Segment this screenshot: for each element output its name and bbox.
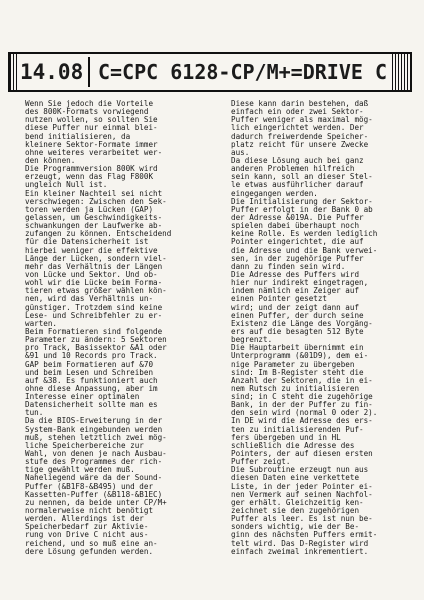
text-line: anderen Problemen hilfreich	[231, 164, 355, 174]
text-line: Pointer eingerichtet, die auf	[231, 237, 364, 247]
text-line: günstiger. Trotzdem sind keine	[25, 302, 163, 312]
text-line: tun.	[25, 408, 44, 418]
text-line: Die Programmversion 800K wird	[25, 164, 158, 174]
text-line: tige gewählt werden muß.	[25, 465, 135, 475]
text-line: Puffer erfolgt in der Bank 0 ab	[231, 204, 373, 214]
text-line: verschwiegen: Zwischen den Sek-	[25, 196, 167, 206]
text-line: ohne weiteres verarbeitet wer-	[25, 147, 163, 157]
text-line: erzeugt, wenn das Flag F800K	[25, 172, 154, 182]
text-line: begrenzt.	[231, 335, 273, 345]
text-line: Unterprogramm (&01D9), dem ei-	[231, 351, 369, 361]
text-line: zu nennen, da beide unter CP/M+	[25, 497, 167, 507]
text-line: ungleich Null ist.	[25, 180, 108, 190]
text-line: dere Lösung gefunden werden.	[25, 546, 154, 556]
text-line: hier nur indirekt eingetragen,	[231, 278, 369, 288]
text-line: Liste, in der jeder Pointer ei-	[231, 481, 373, 491]
text-line: von Lücke und Sektor. Und ob-	[25, 269, 158, 279]
text-column-right	[231, 100, 417, 556]
text-line: einfach zweimal inkrementiert.	[231, 546, 369, 556]
text-line: der Adresse &019A. Die Puffer	[231, 212, 364, 222]
text-line: zufangen zu können. Entscheidend	[25, 229, 172, 239]
text-line: Die Adresse des Puffers wird	[231, 269, 360, 279]
text-line: GAP beim Formatieren auf &70	[25, 359, 154, 369]
text-line: einfach ein oder zwei Sektor-	[231, 107, 364, 117]
text-line: wohl wir die Lücke beim Forma-	[25, 278, 163, 288]
text-line: eingegangen werden.	[231, 188, 318, 198]
text-line: ohne diese Anpassung, aber im	[25, 383, 158, 393]
text-line: Puffer zeigt.	[231, 457, 291, 467]
text-line: einen Pointer gesetzt	[231, 294, 328, 304]
text-line: spielen dabei überhaupt noch	[231, 221, 360, 231]
text-line: den können.	[25, 155, 76, 165]
text-line: sind: Im B-Register steht die	[231, 367, 364, 377]
text-line: Datensicherheit sollte man es	[25, 400, 158, 410]
text-line: Wahl, von denen je nach Ausbau-	[25, 449, 167, 459]
text-line: Länge der Lücken, sondern viel-	[25, 253, 167, 263]
chapter-header	[8, 52, 412, 92]
text-line: ten zu initialisierenden Puf-	[231, 424, 364, 434]
text-line: Beim Formatieren sind folgende	[25, 326, 163, 336]
text-line: wird; und der zeigt dann auf	[231, 302, 360, 312]
text-line: Puffer weniger als maximal mög-	[231, 115, 373, 125]
header-divider	[88, 57, 90, 87]
header-stripes-left	[10, 54, 18, 90]
text-line: Naheliegend wäre da der Sound-	[25, 473, 163, 483]
text-line: Pointers, der auf diesen ersten	[231, 449, 373, 459]
text-line: Bank, in der der Puffer zu fin-	[231, 400, 373, 410]
text-line: dann zu finden sein wird.	[231, 261, 346, 271]
text-line: schwankungen der Laufwerke ab-	[25, 221, 163, 231]
text-line: ers auf die besagten 512 Byte	[231, 326, 364, 336]
text-line: Diese kann darin bestehen, daß	[231, 100, 369, 108]
text-line: des 800K-Formats vorwiegend	[25, 107, 149, 117]
text-line: stufe des Programmes der rich-	[25, 457, 163, 467]
text-column-left	[25, 100, 211, 556]
text-line: tieren etwas größer wählen kön-	[25, 286, 167, 296]
text-line: hierbei weniger die effektive	[25, 245, 158, 255]
text-line: Da die BIOS-Erweiterung in der	[25, 416, 163, 426]
text-line: warten.	[25, 318, 58, 328]
text-line: ger erhält. Gleichzeitig ken-	[231, 497, 364, 507]
text-line: fers übergeben und in HL	[231, 432, 341, 442]
text-line: System-Bank eingebunden werden	[25, 424, 163, 434]
text-line: nutzen wollen, so sollten Sie	[25, 115, 158, 125]
text-line: Die Subroutine erzeugt nun aus	[231, 465, 369, 475]
text-line: normalerweise nicht benötigt	[25, 506, 154, 516]
text-line: sen, in der zugehörige Puffer	[231, 253, 364, 263]
text-line: nem Rutsch zu initialisieren	[231, 383, 360, 393]
text-line: Parameter zu ändern: 5 Sektoren	[25, 335, 167, 345]
text-line: ginn des nächsten Puffers ermit-	[231, 530, 378, 540]
text-line: sind; in C steht die zugehörige	[231, 392, 373, 402]
text-line: kleinere Sektor-Formate immer	[25, 139, 158, 149]
text-line: Ein kleiner Nachteil sei nicht	[25, 188, 163, 198]
text-line: telt wird. Das D-Register wird	[231, 538, 369, 548]
text-line: indem nämlich ein Zeiger auf	[231, 286, 360, 296]
text-line: platz reicht für unsere Zwecke	[231, 139, 369, 149]
text-line: und beim Lesen und Schreiben	[25, 367, 154, 377]
text-line: Die Hauptarbeit übernimmt ein	[231, 343, 364, 353]
text-line: le etwas ausführlicher darauf	[231, 180, 364, 190]
text-line: Kassetten-Puffer (&B118-&B1EC)	[25, 489, 163, 499]
text-line: keine Rolle. Es werden lediglich	[231, 229, 378, 239]
text-line: Lese- und Schreibfehler zu er-	[25, 310, 163, 320]
text-line: auf &38. Es funktioniert auch	[25, 375, 158, 385]
text-line: In DE wird die Adresse des ers-	[231, 416, 373, 426]
text-line: Wenn Sie jedoch die Vorteile	[25, 100, 154, 108]
chapter-title: C=CPC 6128-CP/M+=DRIVE C	[98, 60, 387, 84]
text-line: gelassen, um Geschwindigkeits-	[25, 212, 163, 222]
text-line: Da diese Lösung auch bei ganz	[231, 155, 364, 165]
text-line: nige Parameter zu übergeben	[231, 359, 355, 369]
text-line: für die Datensicherheit ist	[25, 237, 149, 247]
text-line: aus.	[231, 147, 250, 157]
text-line: dadurch freiwerdende Speicher-	[231, 131, 369, 141]
text-line: Puffer als leer. Es ist nun be-	[231, 514, 373, 524]
text-line: einen Puffer, der durch seine	[231, 310, 364, 320]
text-line: diese Puffer nur einmal blei-	[25, 123, 158, 133]
text-line: muß, stehen letztlich zwei mög-	[25, 432, 167, 442]
text-line: Interesse einer optimalen	[25, 392, 140, 402]
text-line: &91 und 10 Records pro Track.	[25, 351, 158, 361]
section-number: 14.08	[20, 60, 84, 84]
text-line: Speicherbedarf zur Aktivie-	[25, 522, 149, 532]
header-stripes-right	[392, 54, 410, 90]
text-line: werden. Allerdings ist der	[25, 514, 144, 524]
text-line: den sein wird (normal 0 oder 2).	[231, 408, 378, 418]
text-line: sonders wichtig, wie der Be-	[231, 522, 360, 532]
text-line: bend initialisieren, da	[25, 131, 131, 141]
text-line: liche Speicherbereiche zur	[25, 440, 144, 450]
text-line: lich eingerichtet werden. Der	[231, 123, 364, 133]
text-line: reichend, und so muß eine an-	[25, 538, 158, 548]
text-line: Existenz die Länge des Vorgäng-	[231, 318, 373, 328]
text-line: nen, wird das Verhältnis un-	[25, 294, 154, 304]
text-line: diesen Daten eine verkettete	[231, 473, 360, 483]
text-line: Anzahl der Sektoren, die in ei-	[231, 375, 373, 385]
text-line: Die Initialisierung der Sektor-	[231, 196, 373, 206]
text-line: die Adresse und die Bank verwei-	[231, 245, 378, 255]
text-line: sein kann, soll an dieser Stel-	[231, 172, 373, 182]
text-line: rung von Drive C nicht aus-	[25, 530, 149, 540]
text-line: pro Track, Basissektor &A1 oder	[25, 343, 167, 353]
text-line: nen Vermerk auf seinen Nachfol-	[231, 489, 373, 499]
text-line: toren werden ja Lücken (GAP)	[25, 204, 154, 214]
text-line: schließlich die Adresse des	[231, 440, 355, 450]
text-line: mehr das Verhältnis der Längen	[25, 261, 163, 271]
text-line: Puffer (&B1F8-&B495) und der	[25, 481, 154, 491]
text-line: zeichnet sie den zugehörigen	[231, 506, 360, 516]
